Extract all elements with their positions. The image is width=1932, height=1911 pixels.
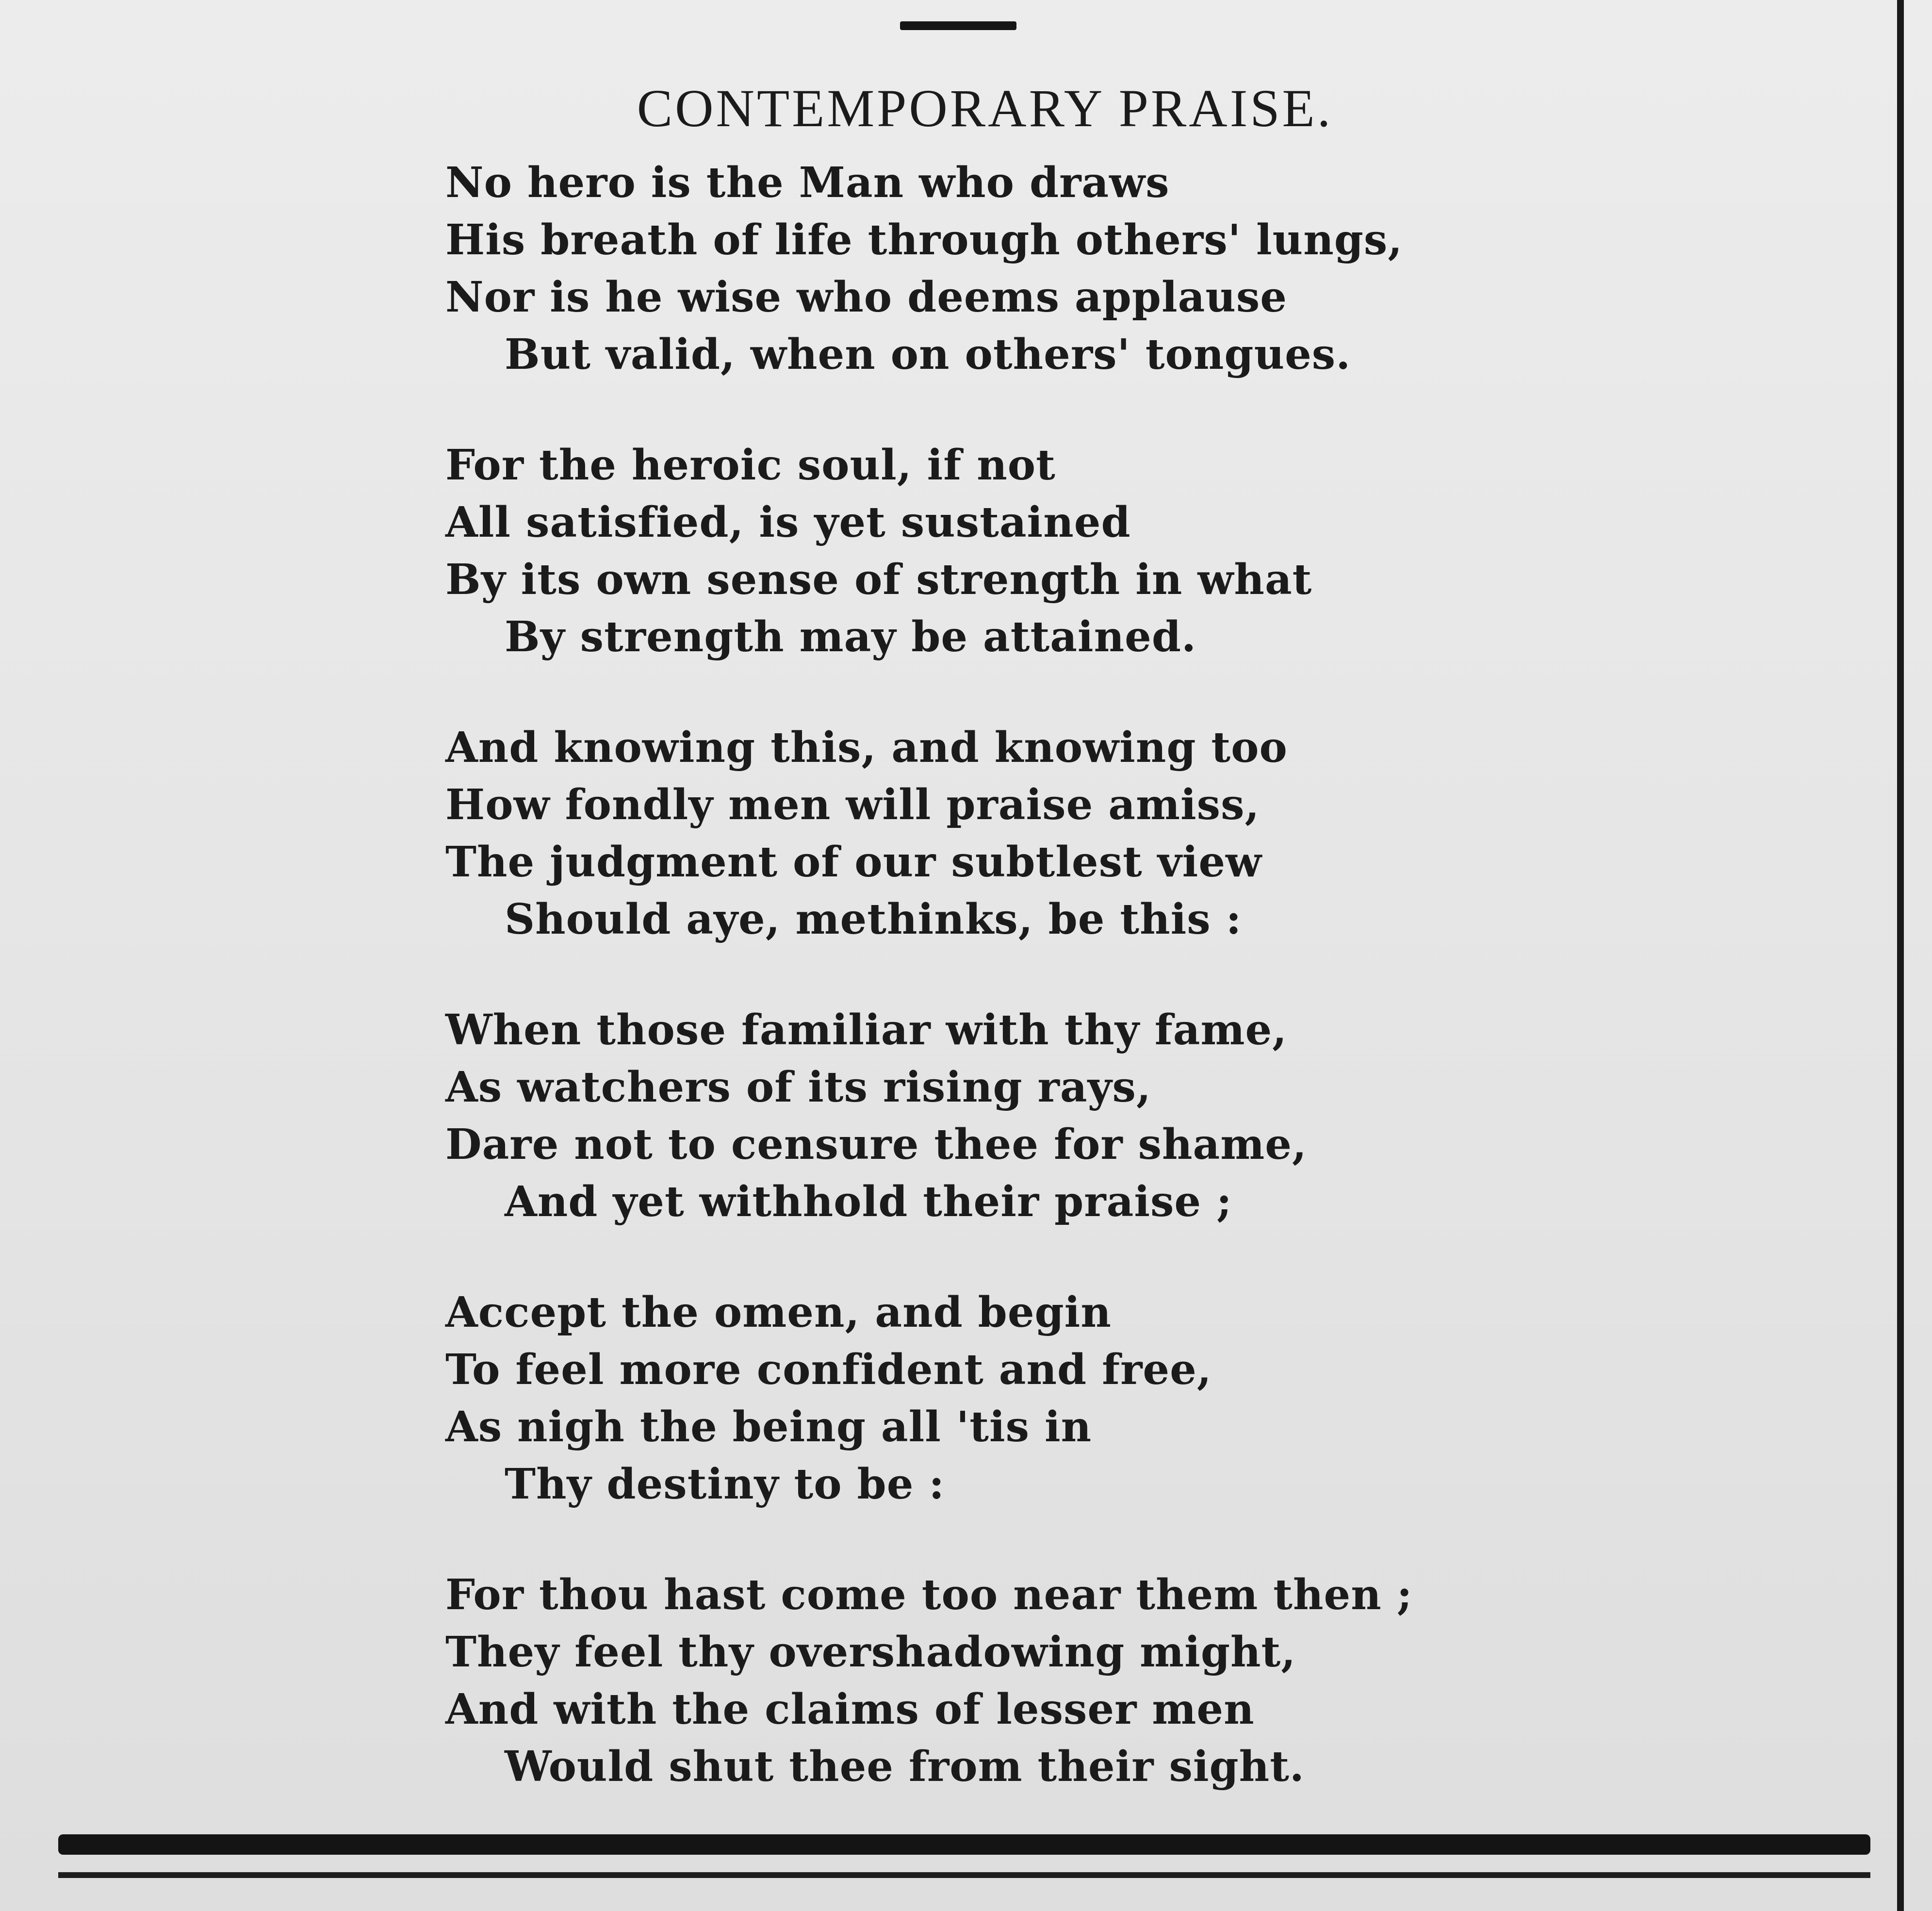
stanza-5 xyxy=(445,1284,1891,1513)
poem-line: Dare not to censure thee for shame, xyxy=(445,1120,1307,1169)
poem-line: And knowing this, and knowing too xyxy=(445,723,1288,772)
poem-line: When those familiar with thy fame, xyxy=(445,1005,1288,1054)
closing-rule-thin xyxy=(58,1872,1870,1878)
poem-line: For the heroic soul, if not xyxy=(445,441,1056,490)
stanza-4 xyxy=(445,1002,1891,1231)
poem-line: Nor is he wise who deems applause xyxy=(445,273,1288,322)
poem-body xyxy=(445,154,1891,1849)
poem-line: Thy destiny to be : xyxy=(505,1460,945,1509)
poem-line: By its own sense of strength in what xyxy=(445,555,1312,604)
poem-line: All satisfied, is yet sustained xyxy=(445,498,1131,547)
stanza-3 xyxy=(445,719,1891,948)
poem-line: No hero is the Man who draws xyxy=(445,158,1170,207)
poem-line: To feel more confident and free, xyxy=(445,1345,1212,1394)
poem-line: The judgment of our subtlest view xyxy=(445,838,1262,887)
poem-line: And with the claims of lesser men xyxy=(445,1685,1255,1734)
poem-line: As nigh the being all 'tis in xyxy=(445,1402,1092,1451)
top-dash-ornament xyxy=(900,21,1016,30)
column-rule xyxy=(1897,0,1904,1911)
poem-line: By strength may be attained. xyxy=(505,612,1196,661)
poem-line: For thou hast come too near them then ; xyxy=(445,1570,1413,1619)
poem-line: And yet withhold their praise ; xyxy=(505,1177,1232,1226)
poem-line: Should aye, methinks, be this : xyxy=(505,895,1242,944)
poem-line: As watchers of its rising rays, xyxy=(445,1063,1151,1112)
poem-line: His breath of life through others' lungs, xyxy=(445,215,1403,264)
poem-title: CONTEMPORARY PRAISE. xyxy=(637,79,1333,138)
stanza-6 xyxy=(445,1566,1891,1796)
poem-line: But valid, when on others' tongues. xyxy=(505,330,1351,379)
poem-line: They feel thy overshadowing might, xyxy=(445,1628,1296,1677)
stanza-1 xyxy=(445,154,1891,383)
poem-line: How fondly men will praise amiss, xyxy=(445,780,1260,829)
poem-line: Accept the omen, and begin xyxy=(445,1288,1112,1337)
closing-rule-thick xyxy=(58,1834,1870,1855)
poem-line: Would shut thee from their sight. xyxy=(505,1742,1305,1791)
stanza-2 xyxy=(445,437,1891,666)
